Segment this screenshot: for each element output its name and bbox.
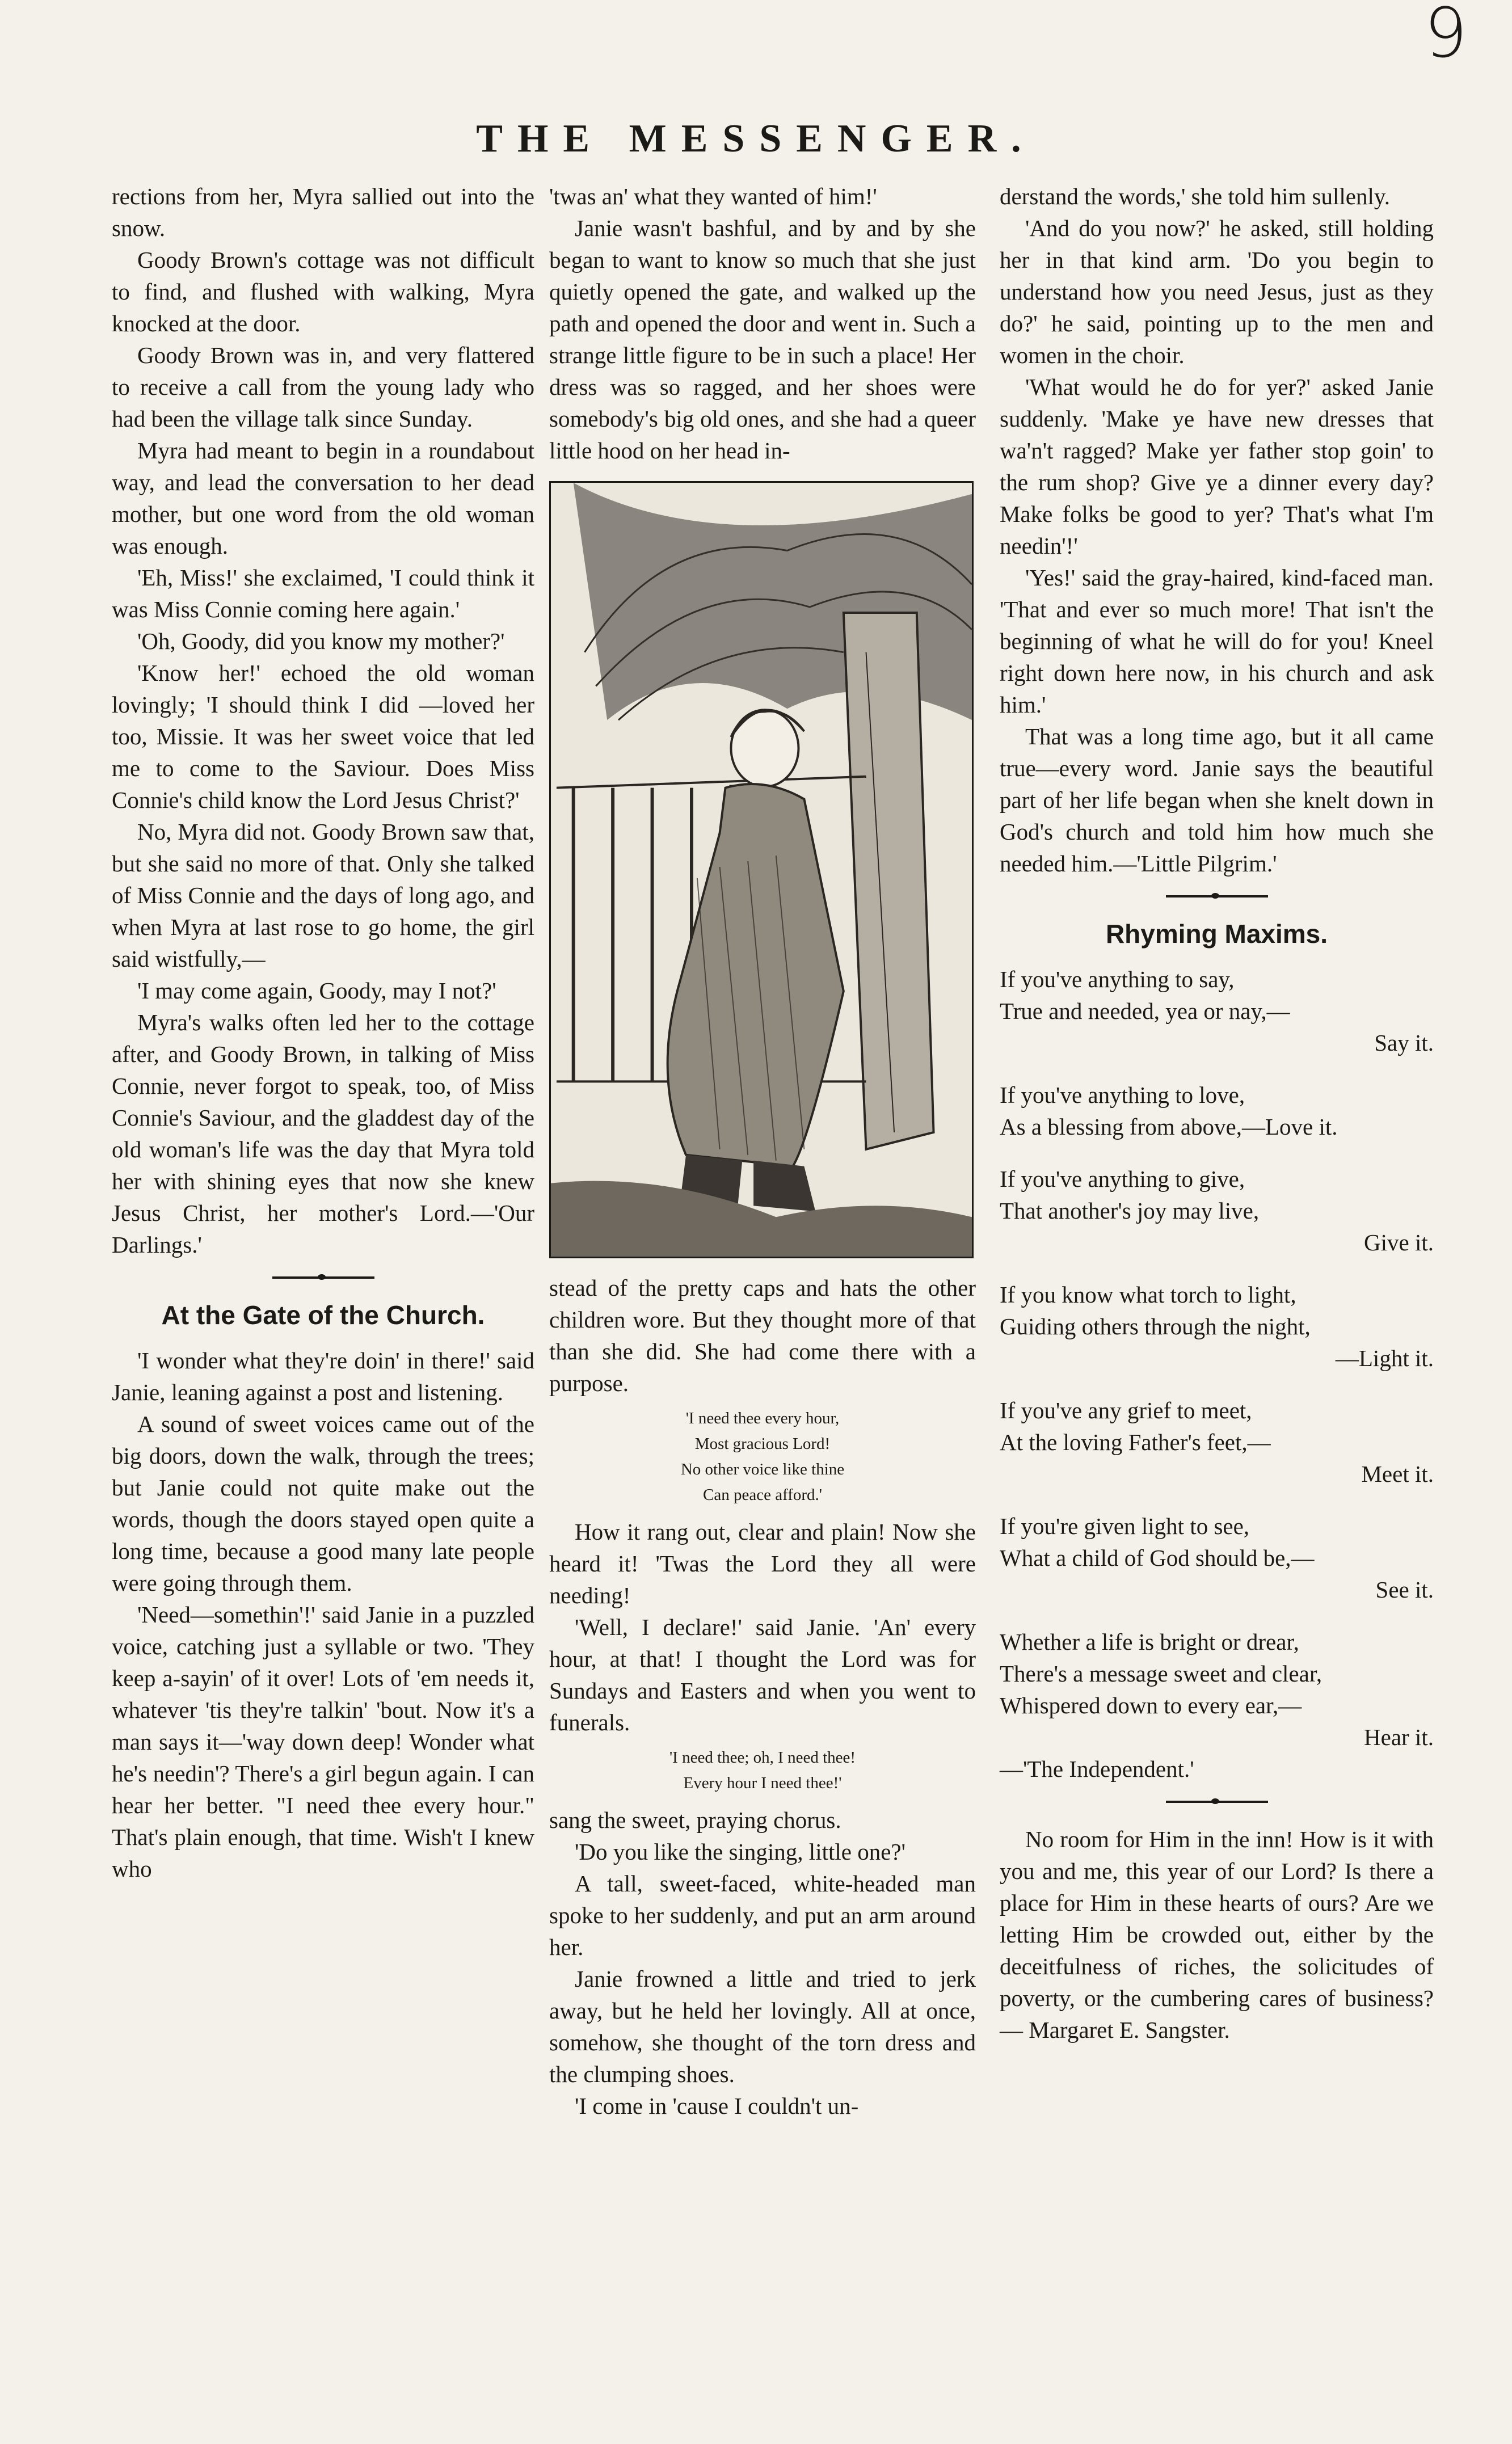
- hymn-line: Can peace afford.': [703, 1486, 822, 1504]
- hymn-line: 'I need thee every hour,: [685, 1409, 840, 1427]
- paragraph: 'I wonder what they're doin' in there!' said Janie, leaning against a post and listening.: [112, 1347, 534, 1405]
- poem-heading: Rhyming Maxims.: [1105, 919, 1328, 949]
- paragraph: 'Well, I declare!' said Janie. 'An' every hour, at that! I thought the Lord was for Sundays and Easters and when you went to funerals.: [549, 1614, 976, 1735]
- column-1: [112, 180, 534, 1885]
- paragraph: That was a long time ago, but it all came true—every word. Janie says the beautiful part of her life began when she knelt down in God's church and told him how much she needed him.—'Little Pilgrim.': [1000, 723, 1434, 877]
- paragraph: 'Need—somethin'!' said Janie in a puzzled voice, catching just a syllable or two. 'They keep a-sayin' of it over! Lots of 'em needs it, whatever 'tis they're talkin' 'bout. Now it's a man says it—'way down deep! Wonder what he's needin'? There's a girl begun again. I can hear her better. "I need thee every hour." That's plain enough, that time. Wish't I knew who: [112, 1602, 534, 1882]
- poem-line: Guiding others through the night,: [1000, 1313, 1311, 1339]
- poem-refrain: Meet it.: [1361, 1461, 1434, 1487]
- paragraph: 'What would he do for yer?' asked Janie suddenly. 'Make ye have new dresses that wa'n't ragged? Make yer father stop goin' to the rum shop? Give ye a dinner every day? Make folks be good to yer? That's what I'm needin'!': [1000, 374, 1434, 559]
- engraving-illustration: [551, 483, 972, 1257]
- section-divider: [1166, 1801, 1268, 1803]
- section-divider: [272, 1276, 374, 1279]
- paragraph: Janie wasn't bashful, and by and by she began to want to know so much that she just quietly opened the gate, and walked up the path and opened the door and went in. Such a strange little figure to be in such a place! Her dress was so ragged, and her shoes were somebody's big old ones, and she had a queer little hood on her head in-: [549, 215, 976, 463]
- paragraph: 'Yes!' said the gray-haired, kind-faced man. 'That and ever so much more! That isn't the beginning of what he will do for you! Kneel right down here now, in his church and ask him.': [1000, 564, 1434, 718]
- poem-line: If you're given light to see,: [1000, 1513, 1250, 1539]
- column-2: [549, 180, 976, 2122]
- paragraph: 'I come in 'cause I couldn't un-: [575, 2093, 859, 2119]
- paragraph: derstand the words,' she told him sullenly.: [1000, 183, 1390, 209]
- illustration-girl-at-gate: [549, 481, 974, 1258]
- column-3: [1000, 180, 1434, 2046]
- paragraph: 'Know her!' echoed the old woman lovingly; 'I should think I did —loved her too, Missie. It was her sweet voice that led me to come to the Saviour. Does Miss Connie's child know the Lord Jesus Christ?': [112, 660, 534, 813]
- poem-line: Whispered down to every ear,—: [1000, 1692, 1302, 1718]
- poem-stanza: [1000, 963, 1434, 1059]
- poem-line: Whether a life is bright or drear,: [1000, 1629, 1299, 1655]
- poem-line: As a blessing from above,—Love it.: [1000, 1114, 1338, 1140]
- paragraph: How it rang out, clear and plain! Now she heard it! 'Twas the Lord they all were needing!: [549, 1519, 976, 1608]
- paragraph: A sound of sweet voices came out of the big doors, down the walk, through the trees; but Janie could not quite make out the words, though the doors stayed open quite a long time, because a good many late people were going through them.: [112, 1411, 534, 1596]
- section-divider: [1166, 895, 1268, 897]
- paragraph: Goody Brown was in, and very flattered to receive a call from the young lady who had been the village talk since Sunday.: [112, 342, 534, 432]
- poem-line: If you've anything to give,: [1000, 1166, 1245, 1192]
- poem-line: If you've anything to say,: [1000, 966, 1235, 992]
- poem-stanza: [1000, 1163, 1434, 1258]
- paragraph: Janie frowned a little and tried to jerk away, but he held her lovingly. All at once, somehow, she thought of the torn dress and the clumping shoes.: [549, 1966, 976, 2087]
- closing-paragraph: No room for Him in the inn! How is it with you and me, this year of our Lord? Is there a place for Him in these hearts of ours? Are we letting Him be crowded out, either by the deceitfulness of riches, the solicitudes of poverty, or the cumbering cares of business?— Margaret E. Sangster.: [1000, 1826, 1434, 2043]
- paragraph: stead of the pretty caps and hats the other children wore. But they thought more of that than she did. She had come there with a purpose.: [549, 1275, 976, 1396]
- poem-line: If you know what torch to light,: [1000, 1282, 1296, 1308]
- paragraph: sang the sweet, praying chorus.: [549, 1807, 841, 1833]
- poem-refrain: —Light it.: [1335, 1345, 1434, 1371]
- paragraph: 'Do you like the singing, little one?': [575, 1839, 905, 1865]
- poem-stanza: [1000, 1510, 1434, 1606]
- hymn-line: Every hour I need thee!': [683, 1774, 842, 1792]
- paragraph: A tall, sweet-faced, white-headed man spoke to her suddenly, and put an arm around her.: [549, 1870, 976, 1960]
- poem-credit: —'The Independent.': [1000, 1756, 1194, 1782]
- paragraph: Goody Brown's cottage was not difficult to find, and flushed with walking, Myra knocked at the door.: [112, 247, 534, 336]
- hymn-chorus: [549, 1745, 976, 1796]
- hymn-line: No other voice like thine: [680, 1460, 845, 1478]
- paragraph: rections from her, Myra sallied out into the snow.: [112, 183, 534, 241]
- paragraph: Myra had meant to begin in a roundabout way, and lead the conversation to her dead mother, but one word from the old woman was enough.: [112, 437, 534, 559]
- poem-stanza: [1000, 1626, 1434, 1753]
- poem-line: That another's joy may live,: [1000, 1198, 1260, 1224]
- poem-stanza: [1000, 1279, 1434, 1374]
- poem-refrain: Give it.: [1364, 1229, 1434, 1255]
- poem-line: If you've any grief to meet,: [1000, 1397, 1252, 1423]
- hymn-line: Most gracious Lord!: [694, 1435, 831, 1453]
- poem-line: True and needed, yea or nay,—: [1000, 998, 1290, 1024]
- page-number: 9: [1424, 0, 1468, 73]
- poem-refrain: Hear it.: [1364, 1724, 1434, 1750]
- poem-refrain: Say it.: [1374, 1030, 1434, 1056]
- hymn-line: 'I need thee; oh, I need thee!: [669, 1748, 856, 1767]
- paragraph: 'Eh, Miss!' she exclaimed, 'I could think it was Miss Connie coming here again.': [112, 564, 534, 622]
- paragraph: 'And do you now?' he asked, still holding her in that kind arm. 'Do you begin to understand how you need Jesus, just as they do?' he said, pointing up to the men and women in the choir.: [1000, 215, 1434, 368]
- hymn-quote: [549, 1406, 976, 1508]
- poem-line: What a child of God should be,—: [1000, 1545, 1315, 1571]
- masthead-title: THE MESSENGER.: [476, 117, 1036, 161]
- poem-line: If you've anything to love,: [1000, 1082, 1245, 1108]
- poem-line: There's a message sweet and clear,: [1000, 1661, 1323, 1687]
- poem-stanza: [1000, 1079, 1434, 1143]
- poem-line: At the loving Father's feet,—: [1000, 1429, 1271, 1455]
- paragraph: 'I may come again, Goody, may I not?': [137, 977, 496, 1004]
- paragraph: 'Oh, Goody, did you know my mother?': [137, 628, 505, 654]
- paragraph: Myra's walks often led her to the cottage after, and Goody Brown, in talking of Miss Connie, never forgot to speak, too, of Miss Connie's Saviour, and the gladdest day of the old woman's life was the day that Myra told her with shining eyes that now she knew Jesus Christ, her mother's Lord.—'Our Darlings.': [112, 1009, 534, 1258]
- paragraph: 'twas an' what they wanted of him!': [549, 183, 877, 209]
- poem-refrain: See it.: [1375, 1577, 1434, 1603]
- paragraph: No, Myra did not. Goody Brown saw that, but she said no more of that. Only she talked of Miss Connie and the days of long ago, and when Myra at last rose to go home, the girl said wistfully,—: [112, 819, 534, 972]
- poem-stanza: [1000, 1394, 1434, 1490]
- article-heading: At the Gate of the Church.: [161, 1300, 485, 1330]
